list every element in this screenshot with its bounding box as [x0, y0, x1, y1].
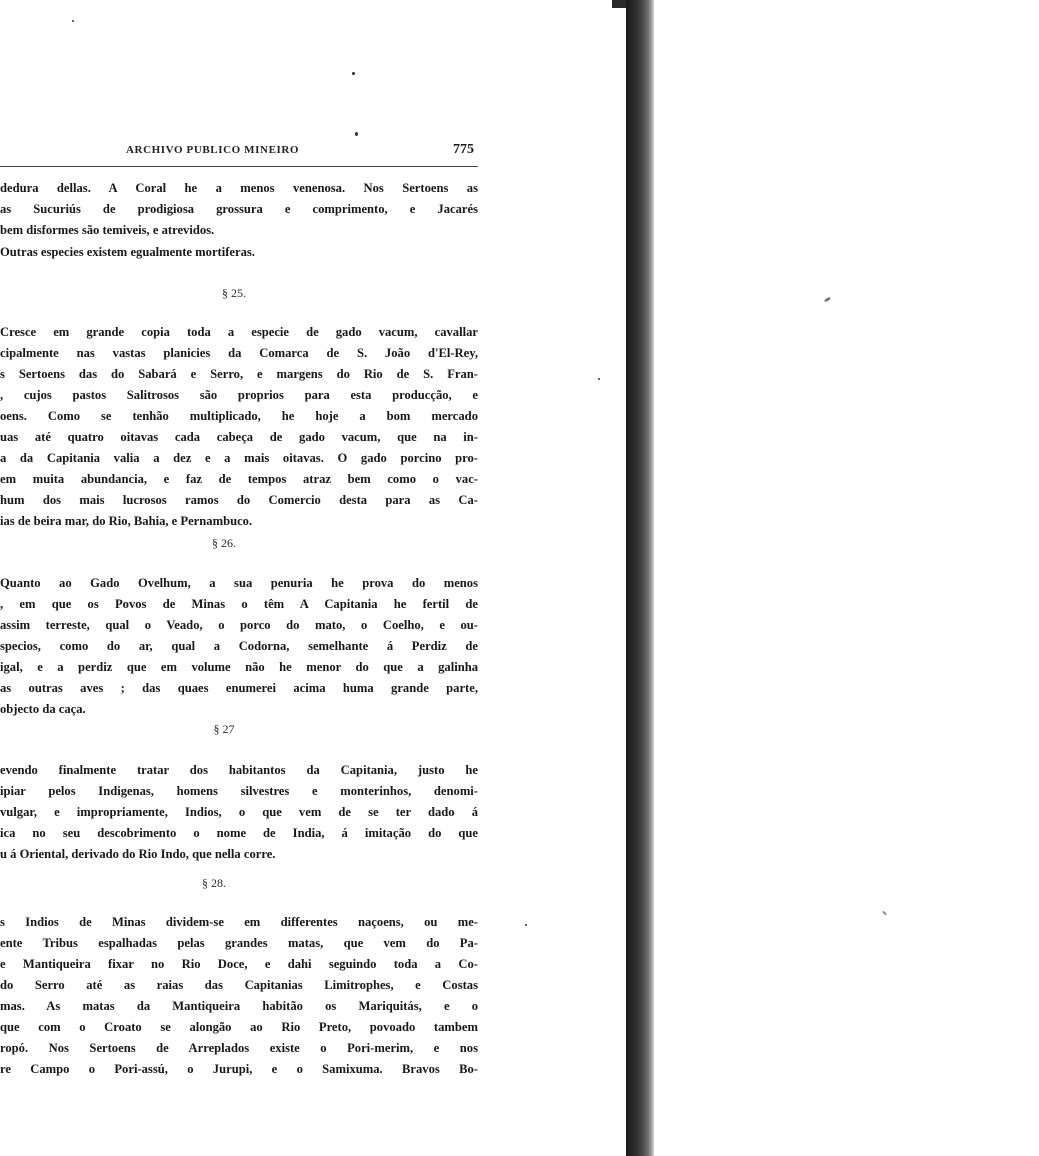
text-line: s Indios de Minas dividem-se em differentes naçoens, ou me-	[0, 915, 478, 929]
text-line: do Serro até as raias das Capitanias Limitrophes, e Costas	[0, 978, 478, 992]
text-line: as Sucuriús de prodigiosa grossura e comprimento, e Jacarés	[0, 202, 478, 216]
text-line: em muita abundancia, e faz de tempos atraz bem como o vac-	[0, 472, 478, 486]
text-line: Quanto ao Gado Ovelhum, a sua penuria he prova do menos	[0, 576, 478, 590]
text-line: ipiar pelos Indigenas, homens silvestres e monterinhos, denomi-	[0, 784, 478, 798]
book-spine-shadow	[626, 0, 654, 1156]
page-header	[0, 144, 478, 162]
text-line: a da Capitania valia a dez e a mais oitavas. O gado porcino pro-	[0, 451, 478, 465]
text-line: igal, e a perdiz que em volume não he menor do que a galinha	[0, 660, 478, 674]
text-line: re Campo o Pori-assú, o Jurupi, e o Samixuma. Bravos Bo-	[0, 1062, 478, 1076]
scan-speck	[355, 132, 358, 136]
text-line: ias de beira mar, do Rio, Bahia, e Pernambuco.	[0, 514, 253, 528]
section-heading-27: § 27	[213, 722, 235, 736]
text-line: cipalmente nas vastas planicies da Comarca de S. João d'El-Rey,	[0, 346, 478, 360]
scan-speck	[525, 924, 527, 926]
text-line: que com o Croato se alongão ao Rio Preto, povoado tambem	[0, 1020, 478, 1034]
text-line: u á Oriental, derivado do Rio Indo, que nella corre.	[0, 847, 276, 861]
text-line: bem disformes são temiveis, e atrevidos.	[0, 223, 215, 237]
text-line: e Mantiqueira fixar no Rio Doce, e dahi seguindo toda a Co-	[0, 957, 478, 971]
text-line: assim terreste, qual o Veado, o porco do mato, o Coelho, e ou-	[0, 618, 478, 632]
text-line: specios, como do ar, qual a Codorna, semelhante á Perdiz de	[0, 639, 478, 653]
section-heading-25: § 25.	[222, 286, 246, 300]
text-line: Cresce em grande copia toda a especie de gado vacum, cavallar	[0, 325, 478, 339]
text-line: vulgar, e impropriamente, Indios, o que vem de se ter dado á	[0, 805, 478, 819]
scan-speck	[352, 72, 355, 75]
text-line: mas. As matas da Mantiqueira habitão os Mariquitás, e o	[0, 999, 478, 1013]
text-line: , cujos pastos Salitrosos são proprios para esta producção, e	[0, 388, 478, 402]
text-line: Outras especies existem egualmente mortiferas.	[0, 245, 255, 259]
page-number: 775	[453, 142, 474, 157]
text-line: ente Tribus espalhadas pelas grandes matas, que vem do Pa-	[0, 936, 478, 950]
section-heading-28: § 28.	[202, 876, 226, 890]
header-rule	[0, 166, 478, 167]
text-line: s Sertoens das do Sabará e Serro, e margens do Rio de S. Fran-	[0, 367, 478, 381]
running-title: ARCHIVO PUBLICO MINEIRO	[126, 144, 300, 156]
text-line: uas até quatro oitavas cada cabeça de gado vacum, que na in-	[0, 430, 478, 444]
scan-speck	[72, 20, 74, 22]
text-line: oens. Como se tenhão multiplicado, he hoje a bom mercado	[0, 409, 478, 423]
text-line: hum dos mais lucrosos ramos do Comercio desta para as Ca-	[0, 493, 478, 507]
scan-speck	[598, 378, 600, 380]
scan-speck	[882, 911, 887, 916]
text-line: as outras aves ; das quaes enumerei acima huma grande parte,	[0, 681, 478, 695]
text-line: , em que os Povos de Minas o têm A Capitania he fertil de	[0, 597, 478, 611]
section-heading-26: § 26.	[212, 536, 236, 550]
text-line: evendo finalmente tratar dos habitantos da Capitania, justo he	[0, 763, 478, 777]
text-line: objecto da caça.	[0, 702, 86, 716]
scan-speck	[824, 296, 832, 302]
text-line: ica no seu descobrimento o nome de India, á imitação do que	[0, 826, 478, 840]
text-line: dedura dellas. A Coral he a menos venenosa. Nos Sertoens as	[0, 181, 478, 195]
text-line: ropó. Nos Sertoens de Arreplados existe o Pori-merim, e nos	[0, 1041, 478, 1055]
